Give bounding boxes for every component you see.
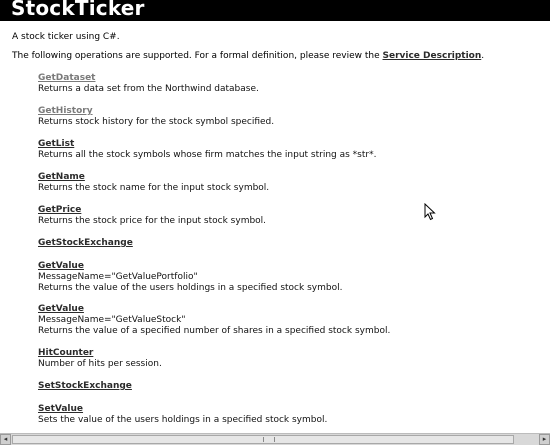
operation-link-getvalue-portfolio[interactable]: GetValue bbox=[38, 261, 84, 271]
scrollbar-grip-icon bbox=[263, 437, 275, 442]
operation-link-gethistory[interactable]: GetHistory bbox=[38, 106, 93, 116]
operation-desc-getvalue-stock: Returns the value of a specified number of shares in a specified stock symbol. bbox=[38, 326, 391, 336]
operation-link-getdataset[interactable]: GetDataset bbox=[38, 73, 96, 83]
scroll-left-button[interactable] bbox=[0, 434, 11, 445]
operation-desc-getvalue-portfolio: Returns the value of the users holdings in a specified stock symbol. bbox=[38, 283, 343, 293]
operation-desc-getname: Returns the stock name for the input stock symbol. bbox=[38, 183, 270, 193]
operation-desc-gethistory: Returns stock history for the stock symbol specified. bbox=[38, 117, 275, 127]
chevron-right-icon: ▸ bbox=[542, 435, 547, 443]
operation-link-getstockexchange[interactable]: GetStockExchange bbox=[38, 238, 133, 248]
horizontal-scrollbar[interactable] bbox=[0, 433, 550, 445]
scrollbar-thumb[interactable] bbox=[12, 435, 514, 444]
operation-desc-setvalue: Sets the value of the users holdings in a specified stock symbol. bbox=[38, 415, 328, 425]
operation-link-getprice[interactable]: GetPrice bbox=[38, 205, 82, 215]
operation-link-setstockexchange[interactable]: SetStockExchange bbox=[38, 381, 132, 391]
operations-intro bbox=[12, 51, 484, 62]
operation-link-setvalue[interactable]: SetValue bbox=[38, 404, 84, 414]
intro-period: . bbox=[481, 51, 485, 61]
operation-link-getlist[interactable]: GetList bbox=[38, 139, 75, 149]
operation-desc-getlist: Returns all the stock symbols whose firm matches the input string as *str*. bbox=[38, 150, 377, 160]
operation-desc-getprice: Returns the stock price for the input stock symbol. bbox=[38, 216, 267, 226]
operation-messagename-getvalueportfolio: MessageName="GetValuePortfolio" bbox=[38, 272, 198, 282]
operation-desc-getdataset: Returns a data set from the Northwind database. bbox=[38, 84, 259, 94]
page-title: StockTicker bbox=[11, 0, 145, 20]
operation-messagename-getvaluestock: MessageName="GetValueStock" bbox=[38, 315, 186, 325]
operation-link-getname[interactable]: GetName bbox=[38, 172, 85, 182]
mouse-pointer-icon bbox=[424, 203, 436, 221]
page-header bbox=[0, 0, 550, 21]
operation-link-getvalue-stock[interactable]: GetValue bbox=[38, 304, 84, 314]
service-description-link[interactable]: Service Description bbox=[382, 51, 482, 61]
service-description-text: A stock ticker using C#. bbox=[12, 32, 120, 42]
scroll-right-button[interactable] bbox=[539, 434, 550, 445]
chevron-left-icon: ◂ bbox=[3, 435, 8, 443]
operations-intro-text: The following operations are supported. For a formal definition, please review the bbox=[12, 51, 380, 61]
operation-link-hitcounter[interactable]: HitCounter bbox=[38, 348, 94, 358]
operation-desc-hitcounter: Number of hits per session. bbox=[38, 359, 162, 369]
